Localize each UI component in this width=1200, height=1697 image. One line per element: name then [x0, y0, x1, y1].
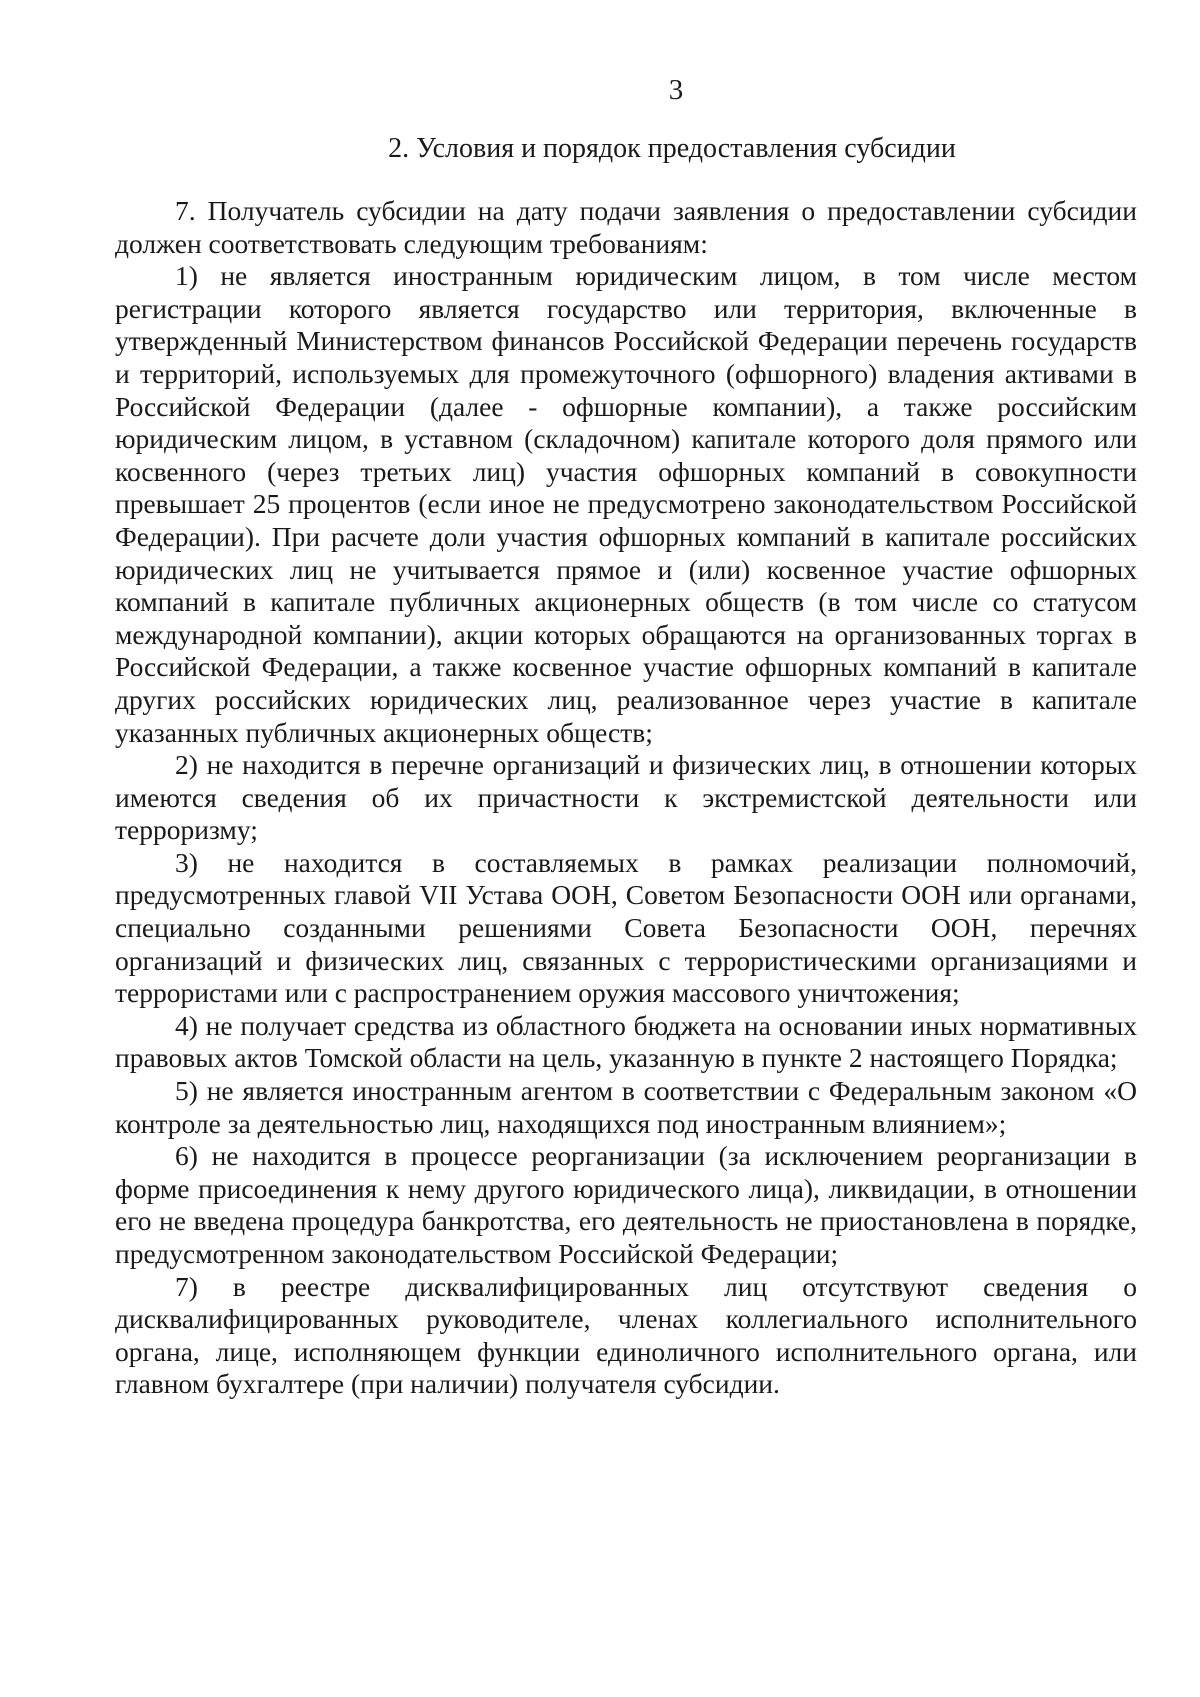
- paragraph-item-1: 1) не является иностранным юридическим лицом, в том числе местом регистрации которого является государство или территория, включенные в утвержденный Министерством финансов Российской Федерации перечень государств и территорий, используемых для промежуточного (офшорного) владения активами в Российской Федерации (далее - офшорные компании), а также российским юридическим лицом, в уставном (складочном) капитале которого доля прямого или косвенного (через третьих лиц) участия офшорных компаний в совокупности превышает 25 процентов (если иное не предусмотрено законодательством Российской Федерации). При расчете доли участия офшорных компаний в капитале российских юридических лиц не учитывается прямое и (или) косвенное участие офшорных компаний в капитале публичных акционерных обществ (в том числе со статусом международной компании), акции которых обращаются на организованных торгах в Российской Федерации, а также косвенное участие офшорных компаний в капитале других российских юридических лиц, реализованное через участие в капитале указанных публичных акционерных обществ;: [115, 260, 1137, 748]
- paragraph-item-7: 7) в реестре дисквалифицированных лиц отсутствуют сведения о дисквалифицированных руководителе, членах коллегиального исполнительного органа, лице, исполняющем функции единоличного исполнительного органа, или главном бухгалтере (при наличии) получателя субсидии.: [115, 1270, 1137, 1400]
- section-title: 2. Условия и порядок предоставления субсидии: [388, 133, 956, 164]
- paragraph-item-6: 6) не находится в процессе реорганизации (за исключением реорганизации в форме присоединения к нему другого юридического лица), ликвидации, в отношении его не введена процедура банкротства, его деятельность не приостановлена в порядке, предусмотренном законодательством Российской Федерации;: [115, 1140, 1137, 1269]
- paragraph-item-3: 3) не находится в составляемых в рамках реализации полномочий, предусмотренных главой VII Устава ООН, Советом Безопасности ООН или органами, специально созданными решениями Совета Безопасности ООН, перечнях организаций и физических лиц, связанных с террористическими организациями и террористами или с распространением оружия массового уничтожения;: [115, 846, 1137, 1009]
- page-number: 3: [668, 74, 684, 106]
- paragraph-item-4: 4) не получает средства из областного бюджета на основании иных нормативных правовых актов Томской области на цель, указанную в пункте 2 настоящего Порядка;: [115, 1009, 1137, 1074]
- paragraph-item-2: 2) не находится в перечне организаций и физических лиц, в отношении которых имеются сведения об их причастности к экстремистской деятельности или терроризму;: [115, 749, 1137, 846]
- paragraph-intro: 7. Получатель субсидии на дату подачи заявления о предоставлении субсидии должен соответствовать следующим требованиям:: [115, 195, 1137, 259]
- document-page: [115, 70, 1137, 1401]
- paragraph-item-5: 5) не является иностранным агентом в соответствии с Федеральным законом «О контроле за деятельностью лиц, находящихся под иностранным влиянием»;: [115, 1075, 1137, 1139]
